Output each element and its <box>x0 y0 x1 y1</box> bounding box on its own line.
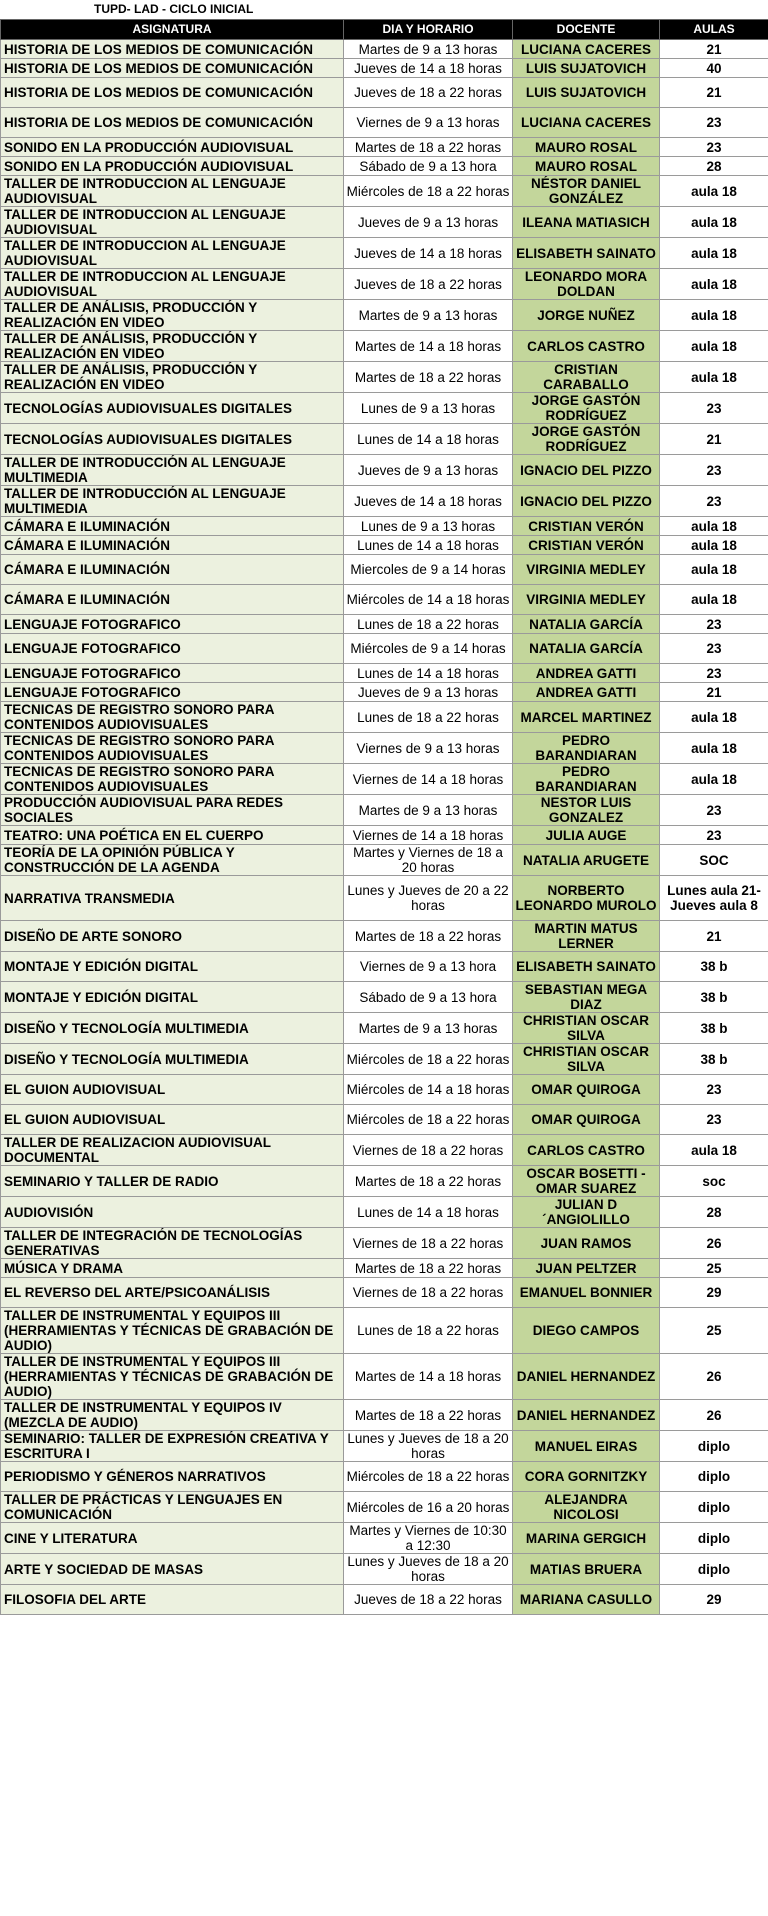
cell-aula: 23 <box>660 664 768 683</box>
cell-horario: Jueves de 9 a 13 horas <box>344 455 513 486</box>
cell-docente: CHRISTIAN OSCAR SILVA <box>513 1013 660 1044</box>
cell-asignatura: LENGUAJE FOTOGRAFICO <box>1 634 344 664</box>
table-row <box>1 207 768 238</box>
cell-docente: JORGE GASTÓN RODRÍGUEZ <box>513 424 660 455</box>
cell-aula: 26 <box>660 1228 768 1259</box>
cell-aula: 23 <box>660 1075 768 1105</box>
cell-aula: 23 <box>660 455 768 486</box>
cell-asignatura: TEORÍA DE LA OPINIÓN PÚBLICA Y CONSTRUCCIÓN DE LA AGENDA <box>1 845 344 876</box>
cell-horario: Jueves de 9 a 13 horas <box>344 683 513 702</box>
cell-horario: Viernes de 18 a 22 horas <box>344 1135 513 1166</box>
cell-asignatura: TEATRO: UNA POÉTICA EN EL CUERPO <box>1 826 344 845</box>
cell-horario: Jueves de 9 a 13 horas <box>344 207 513 238</box>
table-row <box>1 1013 768 1044</box>
cell-aula: aula 18 <box>660 764 768 795</box>
cell-aula: aula 18 <box>660 555 768 585</box>
cell-asignatura: SONIDO EN LA PRODUCCIÓN AUDIOVISUAL <box>1 157 344 176</box>
table-row <box>1 634 768 664</box>
cell-docente: VIRGINIA MEDLEY <box>513 555 660 585</box>
table-row <box>1 455 768 486</box>
cell-asignatura: TALLER DE ANÁLISIS, PRODUCCIÓN Y REALIZACIÓN EN VIDEO <box>1 300 344 331</box>
cell-asignatura: TALLER DE ANÁLISIS, PRODUCCIÓN Y REALIZACIÓN EN VIDEO <box>1 362 344 393</box>
cell-docente: LUIS SUJATOVICH <box>513 78 660 108</box>
cell-docente: DANIEL HERNANDEZ <box>513 1354 660 1400</box>
cell-aula: aula 18 <box>660 238 768 269</box>
table-row <box>1 1462 768 1492</box>
cell-aula: 38 b <box>660 982 768 1013</box>
cell-docente: NORBERTO LEONARDO MUROLO <box>513 876 660 921</box>
cell-aula: 23 <box>660 826 768 845</box>
cell-docente: JULIAN D´ANGIOLILLO <box>513 1197 660 1228</box>
cell-horario: Miércoles de 18 a 22 horas <box>344 1044 513 1075</box>
table-row <box>1 1308 768 1354</box>
cell-asignatura: DISEÑO DE ARTE SONORO <box>1 921 344 952</box>
cell-docente: MARINA GERGICH <box>513 1523 660 1554</box>
cell-asignatura: NARRATIVA TRANSMEDIA <box>1 876 344 921</box>
cell-docente: ANDREA GATTI <box>513 664 660 683</box>
cell-docente: SEBASTIAN MEGA DIAZ <box>513 982 660 1013</box>
cell-asignatura: TALLER DE REALIZACION AUDIOVISUAL DOCUMENTAL <box>1 1135 344 1166</box>
cell-horario: Viernes de 14 a 18 horas <box>344 826 513 845</box>
cell-horario: Lunes y Jueves de 20 a 22 horas <box>344 876 513 921</box>
table-row <box>1 300 768 331</box>
cell-docente: DANIEL HERNANDEZ <box>513 1400 660 1431</box>
cell-asignatura: TALLER DE ANÁLISIS, PRODUCCIÓN Y REALIZACIÓN EN VIDEO <box>1 331 344 362</box>
table-row <box>1 1354 768 1400</box>
cell-aula: 23 <box>660 1105 768 1135</box>
table-row <box>1 1228 768 1259</box>
table-row <box>1 683 768 702</box>
cell-horario: Viernes de 18 a 22 horas <box>344 1228 513 1259</box>
cell-asignatura: TECNICAS DE REGISTRO SONORO PARA CONTENIDOS AUDIOVISUALES <box>1 702 344 733</box>
cell-aula: 38 b <box>660 952 768 982</box>
cell-horario: Martes de 18 a 22 horas <box>344 1400 513 1431</box>
cell-aula: aula 18 <box>660 517 768 536</box>
cell-aula: 23 <box>660 108 768 138</box>
cell-docente: OMAR QUIROGA <box>513 1075 660 1105</box>
table-row <box>1 764 768 795</box>
schedule-table-wrapper <box>0 19 768 1615</box>
cell-horario: Lunes de 18 a 22 horas <box>344 1308 513 1354</box>
table-row <box>1 952 768 982</box>
cell-asignatura: CINE Y LITERATURA <box>1 1523 344 1554</box>
cell-docente: OSCAR BOSETTI - OMAR SUAREZ <box>513 1166 660 1197</box>
cell-aula: aula 18 <box>660 362 768 393</box>
table-row <box>1 331 768 362</box>
table-row <box>1 876 768 921</box>
cell-docente: JULIA AUGE <box>513 826 660 845</box>
cell-asignatura: LENGUAJE FOTOGRAFICO <box>1 664 344 683</box>
cell-asignatura: TALLER DE INTRODUCCIÓN AL LENGUAJE MULTIMEDIA <box>1 455 344 486</box>
cell-asignatura: TECNICAS DE REGISTRO SONORO PARA CONTENIDOS AUDIOVISUALES <box>1 733 344 764</box>
cell-docente: CRISTIAN CARABALLO <box>513 362 660 393</box>
cell-asignatura: TALLER DE PRÁCTICAS Y LENGUAJES EN COMUNICACIÓN <box>1 1492 344 1523</box>
cell-asignatura: PRODUCCIÓN AUDIOVISUAL PARA REDES SOCIALES <box>1 795 344 826</box>
cell-horario: Miércoles de 18 a 22 horas <box>344 1105 513 1135</box>
cell-horario: Lunes de 14 a 18 horas <box>344 424 513 455</box>
cell-aula: 25 <box>660 1259 768 1278</box>
cell-horario: Martes de 18 a 22 horas <box>344 362 513 393</box>
table-row <box>1 108 768 138</box>
cell-aula: Lunes aula 21- Jueves aula 8 <box>660 876 768 921</box>
cell-horario: Viernes de 18 a 22 horas <box>344 1278 513 1308</box>
cell-docente: IGNACIO DEL PIZZO <box>513 486 660 517</box>
cell-aula: diplo <box>660 1554 768 1585</box>
cell-horario: Martes de 18 a 22 horas <box>344 1166 513 1197</box>
cell-asignatura: DISEÑO Y TECNOLOGÍA MULTIMEDIA <box>1 1013 344 1044</box>
cell-horario: Miercoles de 9 a 14 horas <box>344 555 513 585</box>
table-row <box>1 59 768 78</box>
cell-horario: Lunes de 14 a 18 horas <box>344 664 513 683</box>
table-row <box>1 1135 768 1166</box>
cell-horario: Miércoles de 18 a 22 horas <box>344 176 513 207</box>
cell-aula: diplo <box>660 1431 768 1462</box>
table-row <box>1 845 768 876</box>
cell-asignatura: TECNOLOGÍAS AUDIOVISUALES DIGITALES <box>1 393 344 424</box>
cell-docente: LEONARDO MORA DOLDAN <box>513 269 660 300</box>
cell-horario: Jueves de 14 a 18 horas <box>344 59 513 78</box>
table-row <box>1 517 768 536</box>
cell-docente: MAURO ROSAL <box>513 157 660 176</box>
table-row <box>1 1105 768 1135</box>
cell-asignatura: EL GUION AUDIOVISUAL <box>1 1075 344 1105</box>
cell-asignatura: TALLER DE INTRODUCCIÓN AL LENGUAJE MULTIMEDIA <box>1 486 344 517</box>
cell-horario: Miércoles de 14 a 18 horas <box>344 1075 513 1105</box>
cell-docente: NATALIA GARCÍA <box>513 615 660 634</box>
cell-aula: 23 <box>660 615 768 634</box>
cell-asignatura: HISTORIA DE LOS MEDIOS DE COMUNICACIÓN <box>1 59 344 78</box>
cell-horario: Jueves de 18 a 22 horas <box>344 1585 513 1615</box>
cell-horario: Miércoles de 9 a 14 horas <box>344 634 513 664</box>
cell-horario: Martes y Viernes de 18 a 20 horas <box>344 845 513 876</box>
cell-asignatura: TALLER DE INTEGRACIÓN DE TECNOLOGÍAS GENERATIVAS <box>1 1228 344 1259</box>
cell-docente: JUAN RAMOS <box>513 1228 660 1259</box>
cell-docente: CRISTIAN VERÓN <box>513 536 660 555</box>
table-row <box>1 1523 768 1554</box>
table-row <box>1 585 768 615</box>
cell-asignatura: HISTORIA DE LOS MEDIOS DE COMUNICACIÓN <box>1 108 344 138</box>
cell-asignatura: TALLER DE INSTRUMENTAL Y EQUIPOS III (HERRAMIENTAS Y TÉCNICAS DE GRABACIÓN DE AUDIO) <box>1 1308 344 1354</box>
table-row <box>1 269 768 300</box>
cell-aula: aula 18 <box>660 176 768 207</box>
cell-asignatura: EL REVERSO DEL ARTE/PSICOANÁLISIS <box>1 1278 344 1308</box>
table-row <box>1 393 768 424</box>
cell-asignatura: SEMINARIO Y TALLER DE RADIO <box>1 1166 344 1197</box>
cell-asignatura: TALLER DE INSTRUMENTAL Y EQUIPOS IV (MEZCLA DE AUDIO) <box>1 1400 344 1431</box>
cell-horario: Martes de 18 a 22 horas <box>344 138 513 157</box>
cell-docente: EMANUEL BONNIER <box>513 1278 660 1308</box>
cell-docente: IGNACIO DEL PIZZO <box>513 455 660 486</box>
cell-horario: Lunes y Jueves de 18 a 20 horas <box>344 1431 513 1462</box>
table-row <box>1 40 768 59</box>
cell-asignatura: TALLER DE INSTRUMENTAL Y EQUIPOS III (HERRAMIENTAS Y TÉCNICAS DE GRABACIÓN DE AUDIO) <box>1 1354 344 1400</box>
cell-horario: Martes de 9 a 13 horas <box>344 1013 513 1044</box>
table-row <box>1 921 768 952</box>
table-row <box>1 536 768 555</box>
cell-horario: Martes de 9 a 13 horas <box>344 300 513 331</box>
cell-docente: ALEJANDRA NICOLOSI <box>513 1492 660 1523</box>
cell-horario: Martes de 9 a 13 horas <box>344 40 513 59</box>
cell-aula: 21 <box>660 921 768 952</box>
cell-docente: ELISABETH SAINATO <box>513 238 660 269</box>
cell-docente: ELISABETH SAINATO <box>513 952 660 982</box>
table-row <box>1 1400 768 1431</box>
cell-horario: Sábado de 9 a 13 hora <box>344 982 513 1013</box>
table-row <box>1 424 768 455</box>
cell-aula: aula 18 <box>660 536 768 555</box>
table-row <box>1 486 768 517</box>
table-row <box>1 1197 768 1228</box>
cell-horario: Viernes de 9 a 13 horas <box>344 108 513 138</box>
cell-aula: 21 <box>660 424 768 455</box>
cell-aula: 21 <box>660 40 768 59</box>
cell-asignatura: TALLER DE INTRODUCCION AL LENGUAJE AUDIOVISUAL <box>1 269 344 300</box>
header-horario: DIA Y HORARIO <box>344 20 513 40</box>
cell-docente: CARLOS CASTRO <box>513 331 660 362</box>
cell-aula: 38 b <box>660 1013 768 1044</box>
cell-asignatura: CÁMARA E ILUMINACIÓN <box>1 536 344 555</box>
table-header-row <box>1 20 768 40</box>
cell-asignatura: TECNOLOGÍAS AUDIOVISUALES DIGITALES <box>1 424 344 455</box>
table-row <box>1 1044 768 1075</box>
cell-asignatura: AUDIOVISIÓN <box>1 1197 344 1228</box>
cell-docente: LUCIANA CACERES <box>513 108 660 138</box>
cell-asignatura: CÁMARA E ILUMINACIÓN <box>1 517 344 536</box>
cell-asignatura: CÁMARA E ILUMINACIÓN <box>1 585 344 615</box>
cell-asignatura: ARTE Y SOCIEDAD DE MASAS <box>1 1554 344 1585</box>
cell-asignatura: LENGUAJE FOTOGRAFICO <box>1 683 344 702</box>
cell-docente: DIEGO CAMPOS <box>513 1308 660 1354</box>
cell-asignatura: EL GUION AUDIOVISUAL <box>1 1105 344 1135</box>
table-row <box>1 795 768 826</box>
cell-docente: NÉSTOR DANIEL GONZÁLEZ <box>513 176 660 207</box>
cell-aula: soc <box>660 1166 768 1197</box>
cell-docente: NESTOR LUIS GONZALEZ <box>513 795 660 826</box>
table-row <box>1 1278 768 1308</box>
cell-horario: Jueves de 14 a 18 horas <box>344 486 513 517</box>
cell-aula: 23 <box>660 138 768 157</box>
cell-horario: Miércoles de 18 a 22 horas <box>344 1462 513 1492</box>
table-row <box>1 664 768 683</box>
table-row <box>1 826 768 845</box>
table-row <box>1 1259 768 1278</box>
header-aulas: AULAS <box>660 20 768 40</box>
cell-aula: 25 <box>660 1308 768 1354</box>
cell-asignatura: MONTAJE Y EDICIÓN DIGITAL <box>1 952 344 982</box>
cell-horario: Lunes y Jueves de 18 a 20 horas <box>344 1554 513 1585</box>
cell-docente: LUCIANA CACERES <box>513 40 660 59</box>
cell-horario: Miércoles de 16 a 20 horas <box>344 1492 513 1523</box>
cell-asignatura: HISTORIA DE LOS MEDIOS DE COMUNICACIÓN <box>1 40 344 59</box>
table-row <box>1 555 768 585</box>
cell-aula: 26 <box>660 1354 768 1400</box>
cell-asignatura: HISTORIA DE LOS MEDIOS DE COMUNICACIÓN <box>1 78 344 108</box>
cell-horario: Martes de 18 a 22 horas <box>344 921 513 952</box>
table-row <box>1 1166 768 1197</box>
cell-docente: LUIS SUJATOVICH <box>513 59 660 78</box>
cell-docente: ANDREA GATTI <box>513 683 660 702</box>
cell-docente: CRISTIAN VERÓN <box>513 517 660 536</box>
cell-horario: Viernes de 9 a 13 hora <box>344 952 513 982</box>
schedule-table <box>0 19 768 1615</box>
table-row <box>1 1431 768 1462</box>
cell-aula: 29 <box>660 1585 768 1615</box>
table-row <box>1 157 768 176</box>
cell-aula: diplo <box>660 1462 768 1492</box>
cell-docente: MARCEL MARTINEZ <box>513 702 660 733</box>
cell-horario: Viernes de 14 a 18 horas <box>344 764 513 795</box>
cell-asignatura: TALLER DE INTRODUCCION AL LENGUAJE AUDIOVISUAL <box>1 176 344 207</box>
cell-docente: MARIANA CASULLO <box>513 1585 660 1615</box>
cell-horario: Viernes de 9 a 13 horas <box>344 733 513 764</box>
cell-aula: 26 <box>660 1400 768 1431</box>
cell-aula: aula 18 <box>660 331 768 362</box>
cell-asignatura: MÚSICA Y DRAMA <box>1 1259 344 1278</box>
cell-horario: Lunes de 14 a 18 horas <box>344 536 513 555</box>
cell-docente: MATIAS BRUERA <box>513 1554 660 1585</box>
cell-horario: Lunes de 18 a 22 horas <box>344 702 513 733</box>
cell-horario: Martes y Viernes de 10:30 a 12:30 <box>344 1523 513 1554</box>
table-row <box>1 1585 768 1615</box>
cell-docente: JORGE GASTÓN RODRÍGUEZ <box>513 393 660 424</box>
cell-asignatura: PERIODISMO Y GÉNEROS NARRATIVOS <box>1 1462 344 1492</box>
cell-asignatura: SEMINARIO: TALLER DE EXPRESIÓN CREATIVA Y ESCRITURA I <box>1 1431 344 1462</box>
cell-asignatura: LENGUAJE FOTOGRAFICO <box>1 615 344 634</box>
cell-docente: VIRGINIA MEDLEY <box>513 585 660 615</box>
cell-docente: PEDRO BARANDIARAN <box>513 764 660 795</box>
cell-horario: Miércoles de 14 a 18 horas <box>344 585 513 615</box>
table-row <box>1 1492 768 1523</box>
cell-asignatura: TECNICAS DE REGISTRO SONORO PARA CONTENIDOS AUDIOVISUALES <box>1 764 344 795</box>
cell-asignatura: DISEÑO Y TECNOLOGÍA MULTIMEDIA <box>1 1044 344 1075</box>
cell-docente: NATALIA ARUGETE <box>513 845 660 876</box>
cell-horario: Martes de 9 a 13 horas <box>344 795 513 826</box>
table-row <box>1 702 768 733</box>
cell-horario: Lunes de 18 a 22 horas <box>344 615 513 634</box>
page-title: TUPD- LAD - CICLO INICIAL <box>94 2 254 16</box>
cell-docente: JORGE NUÑEZ <box>513 300 660 331</box>
cell-asignatura: CÁMARA E ILUMINACIÓN <box>1 555 344 585</box>
cell-aula: 40 <box>660 59 768 78</box>
cell-aula: aula 18 <box>660 207 768 238</box>
table-row <box>1 238 768 269</box>
cell-asignatura: FILOSOFIA DEL ARTE <box>1 1585 344 1615</box>
table-row <box>1 138 768 157</box>
cell-docente: MAURO ROSAL <box>513 138 660 157</box>
cell-asignatura: TALLER DE INTRODUCCION AL LENGUAJE AUDIOVISUAL <box>1 238 344 269</box>
cell-aula: 23 <box>660 634 768 664</box>
cell-aula: aula 18 <box>660 733 768 764</box>
cell-aula: aula 18 <box>660 1135 768 1166</box>
cell-aula: aula 18 <box>660 300 768 331</box>
cell-horario: Lunes de 14 a 18 horas <box>344 1197 513 1228</box>
cell-docente: JUAN PELTZER <box>513 1259 660 1278</box>
table-row <box>1 615 768 634</box>
cell-aula: aula 18 <box>660 702 768 733</box>
cell-docente: PEDRO BARANDIARAN <box>513 733 660 764</box>
cell-aula: 29 <box>660 1278 768 1308</box>
cell-horario: Jueves de 18 a 22 horas <box>344 78 513 108</box>
cell-horario: Martes de 14 a 18 horas <box>344 331 513 362</box>
cell-aula: aula 18 <box>660 269 768 300</box>
cell-horario: Jueves de 18 a 22 horas <box>344 269 513 300</box>
cell-docente: ILEANA MATIASICH <box>513 207 660 238</box>
cell-docente: OMAR QUIROGA <box>513 1105 660 1135</box>
cell-aula: diplo <box>660 1492 768 1523</box>
cell-docente: MARTIN MATUS LERNER <box>513 921 660 952</box>
cell-aula: 23 <box>660 486 768 517</box>
cell-docente: CORA GORNITZKY <box>513 1462 660 1492</box>
cell-aula: 23 <box>660 795 768 826</box>
header-docente: DOCENTE <box>513 20 660 40</box>
cell-aula: 23 <box>660 393 768 424</box>
cell-horario: Martes de 18 a 22 horas <box>344 1259 513 1278</box>
cell-asignatura: SONIDO EN LA PRODUCCIÓN AUDIOVISUAL <box>1 138 344 157</box>
table-row <box>1 733 768 764</box>
cell-asignatura: TALLER DE INTRODUCCION AL LENGUAJE AUDIOVISUAL <box>1 207 344 238</box>
table-row <box>1 982 768 1013</box>
table-row <box>1 1075 768 1105</box>
cell-horario: Jueves de 14 a 18 horas <box>344 238 513 269</box>
cell-aula: diplo <box>660 1523 768 1554</box>
header-asignatura: ASIGNATURA <box>1 20 344 40</box>
cell-aula: 21 <box>660 78 768 108</box>
cell-aula: 38 b <box>660 1044 768 1075</box>
cell-docente: CARLOS CASTRO <box>513 1135 660 1166</box>
cell-docente: MANUEL EIRAS <box>513 1431 660 1462</box>
cell-horario: Lunes de 9 a 13 horas <box>344 393 513 424</box>
cell-asignatura: MONTAJE Y EDICIÓN DIGITAL <box>1 982 344 1013</box>
cell-horario: Lunes de 9 a 13 horas <box>344 517 513 536</box>
cell-horario: Martes de 14 a 18 horas <box>344 1354 513 1400</box>
table-row <box>1 78 768 108</box>
cell-docente: NATALIA GARCÍA <box>513 634 660 664</box>
cell-horario: Sábado de 9 a 13 hora <box>344 157 513 176</box>
cell-aula: 21 <box>660 683 768 702</box>
cell-aula: SOC <box>660 845 768 876</box>
cell-aula: aula 18 <box>660 585 768 615</box>
table-row <box>1 176 768 207</box>
cell-aula: 28 <box>660 157 768 176</box>
table-row <box>1 1554 768 1585</box>
cell-docente: CHRISTIAN OSCAR SILVA <box>513 1044 660 1075</box>
cell-aula: 28 <box>660 1197 768 1228</box>
table-row <box>1 362 768 393</box>
